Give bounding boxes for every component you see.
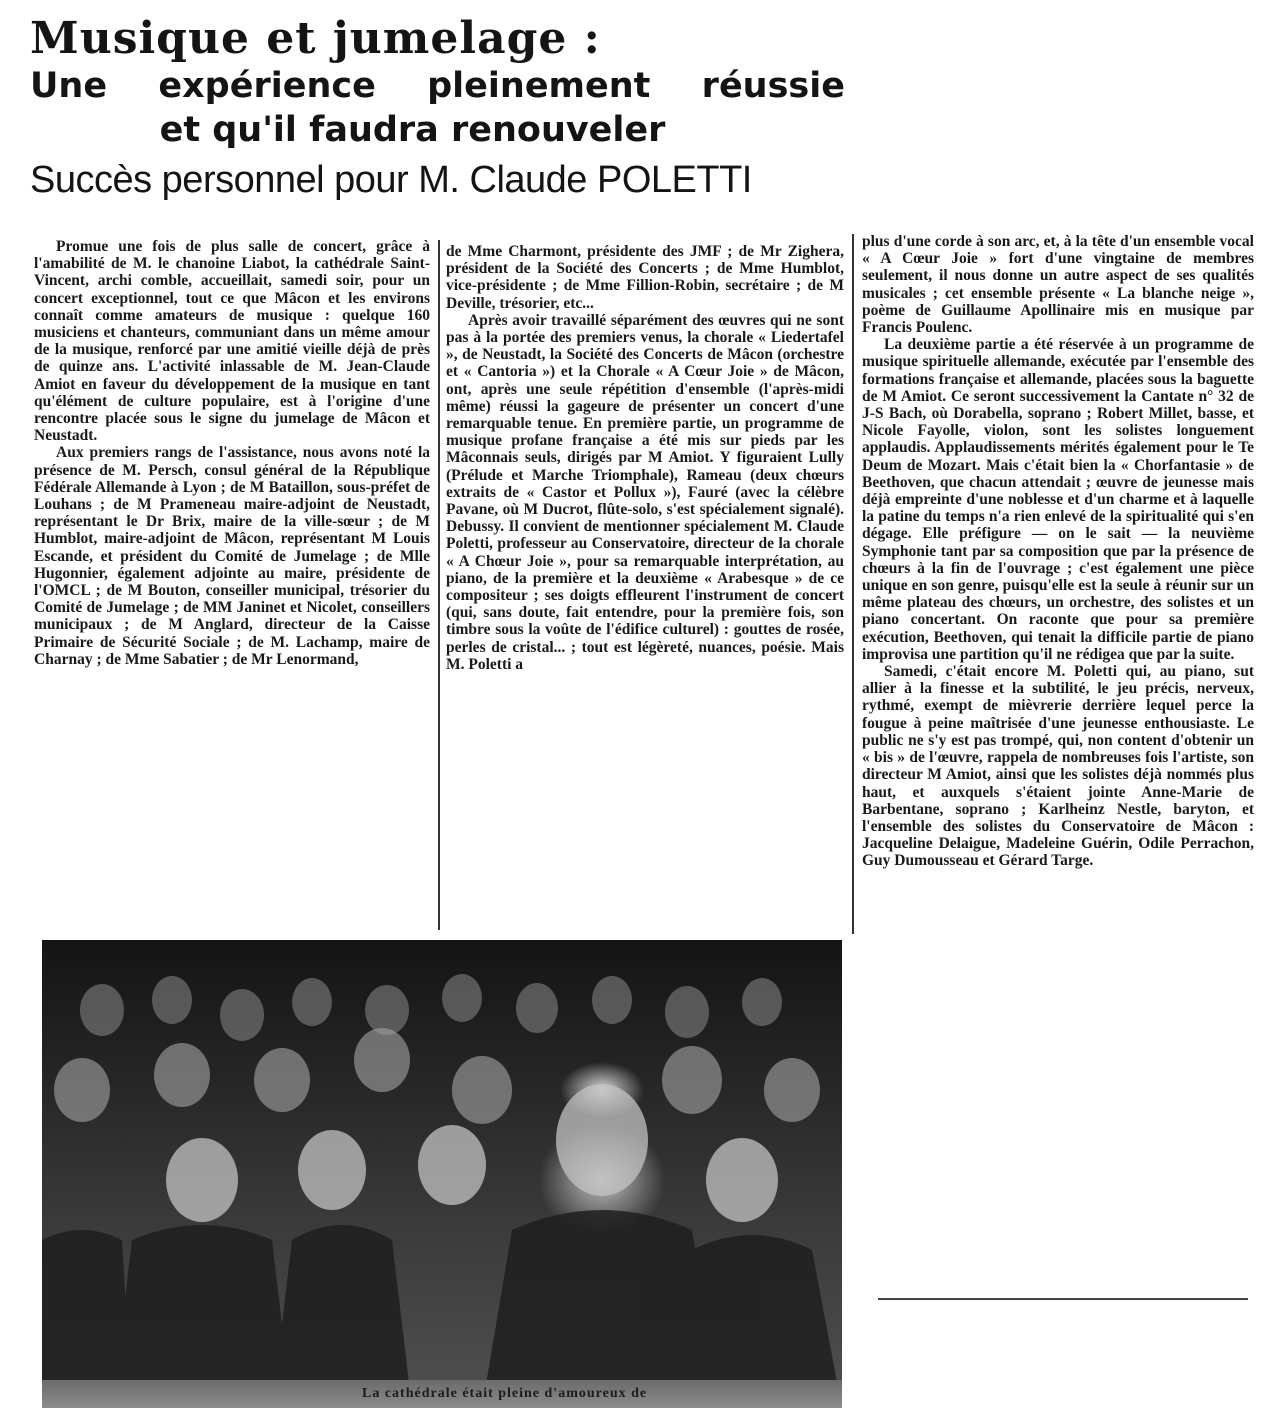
headline-title: Musique et jumelage :	[30, 13, 601, 64]
column-1-paragraph-1: Promue une fois de plus salle de concert, grâce à l'amabilité de M. le chanoine Liabot, la cathédrale Saint-Vincent, archi comble, accueillait, samedi soir, pour un concert exceptionnel, tout ce que Mâcon et les environs connaît comme amateurs de musique : quelque 160 musiciens et chanteurs, communiant dans un même amour de la musique, renforcé par une amitié vieille déjà de près de quinze ans. L'activité inlassable de M. Jean-Claude Amiot en faveur du développement de la musique en tant qu'élément de culture populaire, est à l'origine d'une rencontre placée sous le signe du jumelage de Mâcon et Neustadt.	[34, 238, 430, 445]
column-3-paragraph-3: Samedi, c'était encore M. Poletti qui, au piano, sut allier à la finesse et la subtilité, le jeu précis, nerveux, rythmé, exempt de mièvrerie derrière lequel perce la fougue à peine maîtrisée d'une jeunesse enthousiaste. Le public ne s'y est pas trompé, qui, non content d'obtenir un « bis » de l'œuvre, rappela de nombreuses fois l'artiste, son directeur M Amiot, ainsi que les solistes déjà nommés plus haut, et auxquels s'étaient jointe Anne-Marie de Barbentane, soprano ; Karlheinz Nestle, baryton, et l'ensemble des solistes du Conservatoire de Mâcon : Jacqueline Delaigue, Madeleine Guérin, Odile Perrachon, Guy Dumousseau et Gérard Targe.	[862, 663, 1254, 870]
column-rule-2	[852, 234, 854, 934]
column-1-paragraph-2: Aux premiers rangs de l'assistance, nous avons noté la présence de M. Persch, consul général de la République Fédérale Allemande à Lyon ; de M Bataillon, sous-préfet de Louhans ; de M Prameneau maire-adjoint de Neustadt, représentant le Dr Brix, maire de la ville-sœur ; de M Humblot, maire-adjoint de Mâcon, représentant M Louis Escande, et président du Comité de Jumelage ; de Mlle Hugonnier, également adjointe au maire, présidente de l'OMCL ; de M Bouton, conseiller municipal, trésorier du Comité de Jumelage ; de MM Janinet et Nicolet, conseillers municipaux ; de M Anglard, directeur de la Caisse Primaire de Sécurité Sociale ; de M. Lachamp, maire de Charnay ; de Mme Sabatier ; de Mr Lenormand,	[34, 444, 430, 668]
headline-subtitle-1: Une expérience pleinement réussie	[30, 66, 845, 106]
article-end-rule	[878, 1298, 1248, 1300]
column-3-paragraph-2: La deuxième partie a été réservée à un programme de musique spirituelle allemande, exécutée par l'ensemble des formations française et allemande, placées sous la baguette de M Amiot. Ce seront successivement la Cantate n° 32 de J-S Bach, où Dorabella, soprano ; Robert Millet, basse, et Nicole Fayolle, violon, sont les solistes longuement applaudis. Applaudissements mérités également pour le Te Deum de Mozart. Mais c'était bien la « Chorfantasie » de Beethoven, que chacun attendait ; œuvre de jeunesse mais déjà empreinte d'une noblesse et d'un charme et à laquelle la patine du temps n'a rien enlevé de la spiritualité qui s'en dégage. Elle préfigure — on le sait — la neuvième Symphonie tant par sa composition que par la présence de chœurs à la fin de l'ouvrage ; c'est également une pièce unique en son genre, puisqu'elle est la seule à réunir sur un même plateau des chœurs, un orchestre, des solistes et un piano concertant. On raconte que pour sa première exécution, Beethoven, qui tenait la difficile partie de piano improvisa une partition qu'il ne rédigea que par la suite.	[862, 336, 1254, 663]
column-3-paragraph-1: plus d'une corde à son arc, et, à la tête d'un ensemble vocal « A Cœur Joie » fort d'une vingtaine de membres seulement, il nous donne un autre aspect de ses qualités musicales ; cet ensemble présente « La blanche neige », poème de Guillaume Apollinaire mis en musique par Francis Poulenc.	[862, 233, 1254, 337]
audience-illustration	[42, 940, 842, 1408]
column-2-paragraph-2: Après avoir travaillé séparément des œuvres qui ne sont pas à la portée des premiers venus, la chorale « Liedertafel », de Neustadt, la Société des Concerts de Mâcon (orchestre et « Cantoria ») et la Chorale « A Cœur Joie » de Mâcon, ont, après une seule répétition d'ensemble (l'après-midi même) réussi la gageure de présenter un concert d'une remarquable tenue. En première partie, un programme de musique profane française a été mis sur pieds par les Mâconnais seuls, dirigés par M Amiot. Y figuraient Lully (Prélude et Marche Triomphale), Rameau (deux chœurs extraits de « Castor et Pollux »), Fauré (avec la célèbre Pavane, où M Ducrot, flûte-solo, s'est spécialement signalé). Debussy. Il convient de mentionner spécialement M. Claude Poletti, professeur au Conservatoire, directeur de la chorale « A Chœur Joie », pour sa remarquable interprétation, au piano, de la première et la deuxième « Arabesque » de ce compositeur ; ses doigts effleurent l'instrument de concert (qui, sans doute, fait entendre, pour la première fois, son timbre sous la voûte de l'édifice culturel) : gouttes de rosée, perles de cristal... ; tout est légèreté, nuances, poésie. Mais M. Poletti a	[446, 311, 844, 673]
article-headline	[30, 14, 845, 204]
headline-subtitle-2: et qu'il faudra renouveler	[159, 110, 666, 150]
column-rule-1	[438, 240, 440, 930]
photo-caption: La cathédrale était pleine d'amoureux de	[42, 1380, 842, 1408]
article-column-3	[862, 233, 1254, 1293]
article-column-2	[446, 243, 844, 929]
audience-photo	[42, 940, 842, 1408]
column-2-paragraph-1: de Mme Charmont, présidente des JMF ; de Mr Zighera, président de la Société des Concerts ; de Mme Humblot, vice-présidente ; de Mme Fillion-Robin, secrétaire ; de M Deville, trésorier, etc...	[446, 243, 844, 312]
article-column-1	[34, 238, 430, 930]
headline-deck: Succès personnel pour M. Claude POLETTI	[30, 159, 752, 201]
